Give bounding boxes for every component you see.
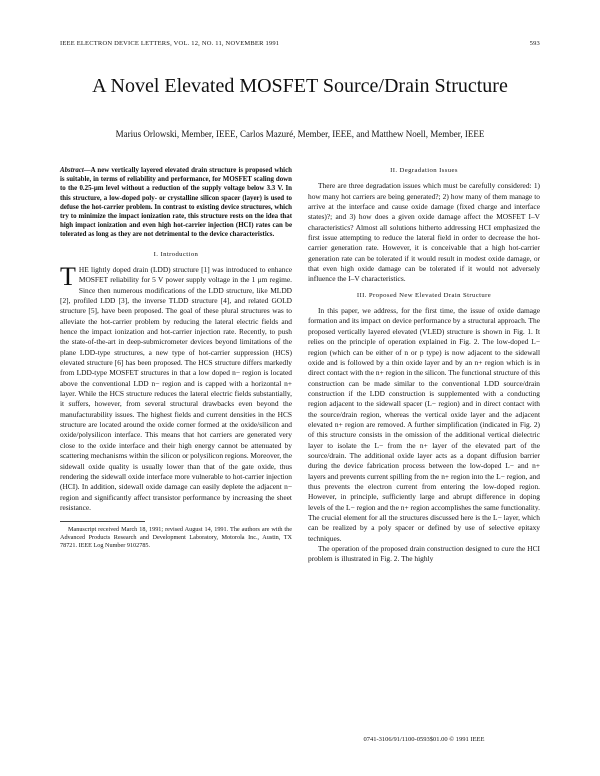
abstract-text: A new vertically layered elevated drain structure is proposed which is suitable, in terms of reliability and performance, for MOSFET scaling down to the 0.25-μm level without a reduction of the supply voltage below 3.3 V. In this structure, a low-doped poly- or crystalline silicon spacer (layer) is used to defuse the hot-carrier problem. In contrast to existing device structures, which try to minimize the impact ionization rate, this structure rests on the idea that high impact ionization and even high hot-carrier injection (HCI) rates can be tolerated as long as they are not detrimental to the device characteristics. xyxy=(60,167,292,239)
page-number: 593 xyxy=(529,40,540,47)
intro-paragraph xyxy=(60,261,292,513)
proposed-paragraph-1: In this paper, we address, for the first time, the issue of oxide damage formation and its impact on device performance by a structural approach. The proposed vertically layered elevated (VLED) structure is shown in Fig. 1. It relies on the principle of operation explained in Fig. 2. The low-doped L− region (which can be either of n or p type) is now adjacent to the sidewall oxide and is followed by a thin oxide layer and by an n+ region which is in direct contact with the n+ region in the silicon. The functional structure of this construction can be made similar to the conventional LDD source/drain construction if the LDD construction is supplemented with a conducting region adjacent to the sidewall spacer (L− region) and in direct contact with the source/drain region, whereas the vertical oxide layer and the adjacent elevated n+ region are removed. A further simplification (indicated in Fig. 2) of this structure consists in the omission of the additional vertical dielectric layer to isolate the L− from the n+ layer of the elevated part of the source/drain. The additional oxide layer acts as a dopant diffusion barrier during the device fabrication process between the low-doped L− and n+ layers and prevents current spilling from the n+ region into the L− region, and thus prevents the electron current from entering the low-doped region. However, in principle, sufficiently large and abrupt difference in doping levels of the L− region and the n+ region accomplishes the same functionality. The crucial element for all the structures discussed here is the L− layer, which can be realized by a poly spacer or defined by use of selective epitaxy techniques. xyxy=(308,306,540,543)
running-header: IEEE ELECTRON DEVICE LETTERS, VOL. 12, NO. 11, NOVEMBER 1991 xyxy=(60,40,280,47)
copyright-line: 0741-3106/91/1100-0593$01.00 © 1991 IEEE xyxy=(363,736,485,743)
left-column xyxy=(60,166,292,550)
section-heading-proposed: III. Proposed New Elevated Drain Structure xyxy=(356,291,492,299)
drop-cap: T xyxy=(60,261,76,291)
right-column xyxy=(308,166,540,565)
author-list: Marius Orlowski, Member, IEEE, Carlos Mazuré, Member, IEEE, and Matthew Noell, Member, IEEE xyxy=(115,129,485,139)
degradation-paragraph: There are three degradation issues which must be carefully considered: 1) how many hot carriers are being generated?; 2) how many of them manage to arrive at the interface and cause oxide damage (fixed charge and interface states)?; and 3) how does a given oxide damage affect the MOSFET I–V characteristics? Almost all solutions hitherto addressing HCI emphasized the first issue attempting to reduce the lateral field in order to decrease the hot-carrier generation rate. However, it is conceivable that a high hot-carrier generation rate can be tolerated if it would result in modest oxide damage, or that even high oxide damage can be tolerated if it would not adversely influence the I–V characteristics. xyxy=(308,181,540,284)
section-heading-degradation: II. Degradation Issues xyxy=(390,167,458,174)
abstract-label: Abstract— xyxy=(60,167,91,174)
paper-title: A Novel Elevated MOSFET Source/Drain Structure xyxy=(92,75,508,97)
section-heading-introduction: I. Introduction xyxy=(153,250,199,258)
intro-text: HE lightly doped drain (LDD) structure [1] was introduced to enhance MOSFET reliability for 5 V power supply voltage in the 1 μm regime. Since then numerous modifications of the LDD structure, like MLDD [2], profiled LDD [3], the inverse TLDD structure [4], and related GOLD structure [5], have been proposed. The goal of these plural structures was to alleviate the hot-carrier problem by reducing the lateral electric fields and hence the impact ionization and hot-carrier injection rate. Recently, to push the state-of-the-art in deep-submicrometer devices beyond limitations of the plane LDD-type structures, a new type of hot-carrier suppression (HCS) elevated structure [6] has been proposed. The HCS structure differs markedly from LDD-type MOSFET structures in that a low doped n− region is located above the conventional LDD n− region and is capped with a horizontal n+ layer. While the HCS structure reduces the lateral electric fields substantially, it suffers, however, from several structural drawbacks even beyond the manufacturability issues. The highest fields and current densities in the HCS structure are located around the oxide corner formed at the oxide/silicon and oxide/polysilicon interface. This means that hot carriers are generated very close to the oxide interface and their high energy cannot be attenuated by scattering mechanisms within the silicon or polysilicon regions. Moreover, the sidewall oxide quality is usually lower than that of the gate oxide, thus rendering the sidewall oxide interface more vulnerable to hot-carrier injection (HCI). In addition, sidewall oxide damage can easily deplete the adjacent n− region and significantly affect transistor performance by increasing the sheet resistance. xyxy=(60,264,292,512)
footnote: Manuscript received March 18, 1991; revised August 14, 1991. The authors are with the Advanced Products Research and Development Laboratory, Motorola Inc., Austin, TX 78721. IEEE Log Number 9102785. xyxy=(60,526,292,549)
proposed-paragraph-2: The operation of the proposed drain construction designed to cure the HCI problem is illustrated in Fig. 2. The highly xyxy=(308,544,540,564)
abstract xyxy=(60,166,292,240)
